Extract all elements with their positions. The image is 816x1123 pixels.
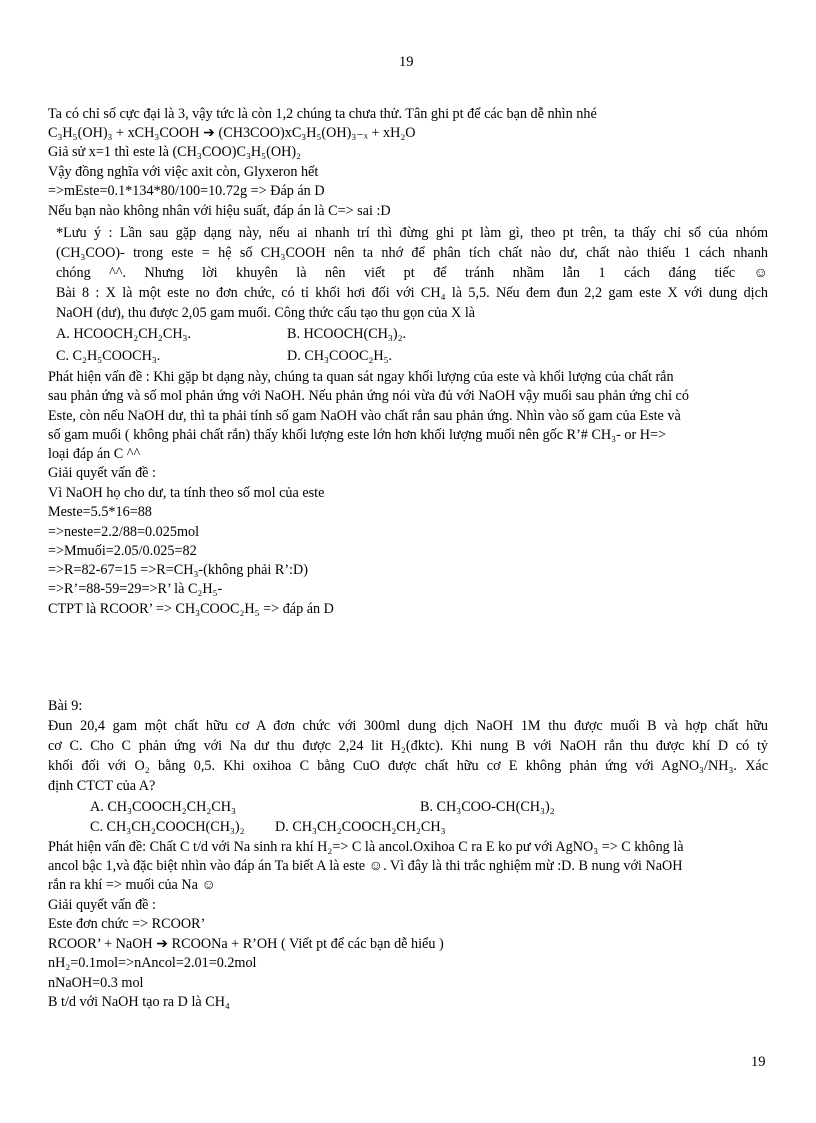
- text-line: Giải quyết vấn đề :: [48, 897, 156, 913]
- note-line: (CH₃COO)- trong este = hệ số CH₃COOH nên ta nhớ để phân tích chất nào dư, chất nào thiếu 1 cách nhanh: [56, 245, 768, 261]
- text-line: =>mEste=0.1*134*80/100=10.72g => Đáp án D: [48, 183, 325, 199]
- option-b: B. CH₃COO-CH(CH₃)₂: [420, 799, 555, 815]
- text-line: Este đơn chức => RCOOR’: [48, 916, 206, 932]
- text-line: ancol bậc 1,và đặc biệt nhìn vào đáp án Ta biết A là este ☺. Vì đây là thi trắc nghiệm mừ :D. B nung với NaOH: [48, 858, 683, 874]
- text-line: Vậy đồng nghĩa với việc axit còn, Glyxeron hết: [48, 164, 319, 180]
- option-b: B. HCOOCH(CH₃)₂.: [287, 326, 407, 342]
- text-line: Nếu bạn nào không nhân với hiệu suất, đáp án là C=> sai :D: [48, 203, 391, 219]
- text-line: RCOOR’ + NaOH ➔ RCOONa + R’OH ( Viết pt để các bạn dễ hiểu ): [48, 936, 444, 952]
- text-line: định CTCT của A?: [48, 778, 156, 794]
- option-d: D. CH₃COOC₂H₅.: [287, 348, 393, 364]
- text-line: Phát hiện vấn đề: Chất C t/d với Na sinh ra khí H₂=> C là ancol.Oxihoa C ra E ko pư với AgNO₃ => C không là: [48, 839, 684, 855]
- note-line: chóng ^^. Nhưng lời khuyên là nên viết pt để tránh nhầm lẫn 1 cách đáng tiếc ☺: [56, 265, 768, 281]
- text-line: CTPT là RCOOR’ => CH₃COOC₂H₅ => đáp án D: [48, 601, 334, 617]
- text-line: B t/d với NaOH tạo ra D là CH₄: [48, 994, 230, 1010]
- text-line: rắn ra khí => muối của Na ☺: [48, 877, 216, 893]
- text-line: Este, còn nếu NaOH dư, thì ta phải tính số gam NaOH vào chất rắn sau phản ứng. Nhìn vào số gam của Este và: [48, 408, 681, 424]
- reaction-equation: C₃H₅(OH)₃ + xCH₃COOH ➔ (CH3COO)xC₃H₅(OH)₃₋ₓ + xH₂O: [48, 125, 416, 141]
- exercise-9-title: Bài 9:: [48, 698, 83, 714]
- text-line: số gam muối ( không phải chất rắn) thấy khối lượng este lớn hơn khối lượng muối nên gốc R’# CH₃- or H=>: [48, 427, 666, 443]
- text-line: Vì NaOH họ cho dư, ta tính theo số mol của este: [48, 485, 325, 501]
- text-line: Giải quyết vấn đề :: [48, 465, 156, 481]
- text-line: =>R=82-67=15 =>R=CH₃-(không phải R’:D): [48, 562, 308, 578]
- exercise-8-title: Bài 8 : X là một este no đơn chức, có tỉ khối hơi đối với CH₄ là 5,5. Nếu đem đun 2,2 gam este X với dung dịch: [56, 285, 768, 301]
- text-line: =>neste=2.2/88=0.025mol: [48, 524, 200, 540]
- text-line: khối đối với O₂ bằng 0,5. Khi oxihoa C bằng CuO được chất hữu cơ E không phản ứng với AgNO₃/NH₃. Xác: [48, 758, 768, 774]
- option-a: A. CH₃COOCH₂CH₂CH₃: [90, 799, 236, 815]
- text-line: loại đáp án C ^^: [48, 446, 141, 462]
- option-c: C. C₂H₅COOCH₃.: [56, 348, 161, 364]
- text-line: cơ C. Cho C phản ứng với Na dư thu được 2,24 lit H₂(đktc). Khi nung B với NaOH rắn thu được khí D có tỷ: [48, 738, 768, 754]
- text-line: Ta có chỉ số cực đại là 3, vậy tức là còn 1,2 chúng ta chưa thử. Tân ghi pt để các bạn dễ nhìn nhé: [48, 106, 597, 122]
- text-line: sau phản ứng và số mol phản ứng với NaOH. Nếu phản ứng nói vừa đủ với NaOH vậy muối sau phản ứng chỉ có: [48, 388, 689, 404]
- option-c: C. CH₃CH₂COOCH(CH₃)₂: [90, 819, 245, 835]
- page-number-top: 19: [399, 54, 414, 70]
- option-a: A. HCOOCH₂CH₂CH₃.: [56, 326, 192, 342]
- text-line: Meste=5.5*16=88: [48, 504, 152, 520]
- text-line: =>Mmuối=2.05/0.025=82: [48, 543, 197, 559]
- text-line: Đun 20,4 gam một chất hữu cơ A đơn chức với 300ml dung dịch NaOH 1M thu được muối B và hợp chất hữu: [48, 718, 768, 734]
- note-line: *Lưu ý : Lần sau gặp dạng này, nếu ai nhanh trí thì đừng ghi pt làm gì, theo pt trên, ta thấy chỉ số của nhóm: [56, 225, 768, 241]
- text-line: nNaOH=0.3 mol: [48, 975, 144, 991]
- option-d: D. CH₃CH₂COOCH₂CH₂CH₃: [275, 819, 446, 835]
- text-line: =>R’=88-59=29=>R’ là C₂H₅-: [48, 581, 223, 597]
- text-line: Phát hiện vấn đề : Khi gặp bt dạng này, chúng ta quan sát ngay khối lượng của este và khối lượng của chất rắn: [48, 369, 674, 385]
- text-line: Giả sử x=1 thì este là (CH₃COO)C₃H₅(OH)₂: [48, 144, 301, 160]
- page-number-bottom: 19: [751, 1054, 766, 1070]
- text-line: nH₂=0.1mol=>nAncol=2.01=0.2mol: [48, 955, 257, 971]
- text-line: NaOH (dư), thu được 2,05 gam muối. Công thức cấu tạo thu gọn của X là: [56, 305, 476, 321]
